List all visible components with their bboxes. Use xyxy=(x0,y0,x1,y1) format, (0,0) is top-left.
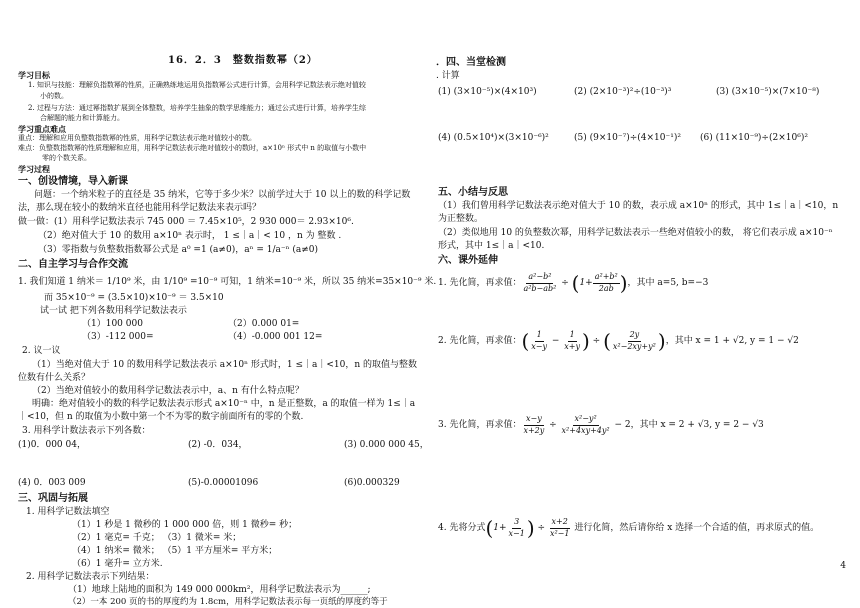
extension-2-fraction-c: $\frac{2y}{\text{x²−2xy+y²}}$ xyxy=(612,330,656,351)
extension-3-condition: − 2，其中 x = 2 + √3, y = 2 − √3 xyxy=(614,420,764,431)
objective-1a: 1. 知识与技能：理解负指数幂的性质，正确熟练地运用负指数幂公式进行计算，会用科学记数法表示绝对值较 xyxy=(28,81,366,89)
extension-2-label: 2. 先化简，再求值： xyxy=(438,336,522,347)
s1-do-2: （2）绝对值大于 10 的数用 a×10ⁿ 表示时， 1 ≤｜a｜< 10 ，n 为 整数 . xyxy=(38,231,342,241)
s3-item-2: 2. 用科学记数法表示下列结果： xyxy=(26,572,155,582)
process-heading: 学习过程 xyxy=(18,164,50,174)
s2-number-4: (4) 0．003 009 xyxy=(18,478,86,488)
s3-fill-3: （4）1 纳米= 微米； （5）1 平方厘米= 平方米； xyxy=(72,546,278,556)
extension-2-fraction-b: $\frac{1}{x+y}$ xyxy=(564,330,580,351)
extension-4-fraction-a: $\frac{3}{x-1}$ xyxy=(508,517,525,538)
extension-4-text: 进行化简，然后请你给 x 选择一个合适的值，再求原式的值。 xyxy=(574,523,820,534)
s2-discuss-c: （2）当绝对值较小的数用科学记数法表示中，a、n 有什么特点呢？ xyxy=(32,386,304,396)
s5-line-1b: 为正整数。 xyxy=(438,214,484,224)
s2-discuss: 2. 议一议 xyxy=(22,346,61,356)
s2-number-3: (3) 0.000 000 45， xyxy=(344,440,429,450)
s3-fill-1: （1）1 秒是 1 微秒的 1 000 000 倍，则 1 微秒= 秒； xyxy=(72,520,298,530)
s3-result-2: （2）一本 200 页的书的厚度约为 1.8cm，用科学记数法表示每一页纸的厚度约等于 xyxy=(68,597,388,607)
s2-discuss-d: 明确：绝对值较小的数的科学记数法表示形式 a×10⁻ⁿ 中，n 是正整数，a 的取值一样为 1≤｜a xyxy=(32,399,416,409)
keypoint-2b: 零的个数关系。 xyxy=(42,154,91,162)
section-1-heading: 一、创设情境，导入新课 xyxy=(18,176,128,187)
s1-do-3: （3）零指数与负整数指数幂公式是 a⁰ =1 (a≠0)，aⁿ = 1/a⁻ⁿ (a≠0) xyxy=(38,245,319,255)
s1-question-1: 问题：一个纳米粒子的直径是 35 纳米，它等于多少米？以前学过大于 10 以上的数的科学记数 xyxy=(34,190,411,200)
section-5-heading: 五、小结与反思 xyxy=(438,187,508,198)
objectives-heading: 学习目标 xyxy=(18,70,50,80)
s2-number-1: (1)0．000 04， xyxy=(18,440,86,450)
s2-try-1: （1）100 000 xyxy=(82,319,143,329)
section-3-heading: 三、巩固与拓展 xyxy=(18,493,88,504)
extension-3-label: 3. 先化简，再求值： xyxy=(438,420,522,431)
calc-4: (4) (0.5×10⁴)×(3×10⁻⁶)² xyxy=(438,133,549,143)
extension-1-condition: ，其中 a=5, b=−3 xyxy=(627,278,709,289)
section-4-heading: ．四、当堂检测 xyxy=(436,57,506,68)
calc-3: (3) (3×10⁻⁵)×(7×10⁻⁸) xyxy=(716,87,820,97)
calc-5: (5) (9×10⁻⁷)÷(4×10⁻¹)² xyxy=(574,133,681,143)
extension-2-condition: ，其中 x = 1 + √2, y = 1 − √2 xyxy=(665,336,799,347)
keypoint-2a: 难点：负整数指数幂的性质理解和应用，用科学记数法表示绝对值较小的数时，a×10ⁿ 形式中 n 的取值与小数中 xyxy=(18,144,367,152)
page-number: 4 xyxy=(840,560,846,571)
s3-item-1: 1. 用科学记数法填空 xyxy=(26,507,110,517)
extension-2-fraction-a: $\frac{1}{x-y}$ xyxy=(531,330,547,351)
s2-item-1: 1. 我们知道 1 纳米＝ 1/10⁹ 米，由 1/10⁹ =10⁻⁹ 可知，1 纳米=10⁻⁹ 米，所以 35 纳米=35×10⁻⁹ 米. xyxy=(18,277,437,287)
extension-1: 1. 先化简，再求值： $\frac{\text{a²−b²}}{\text{a²b−ab²}}$ ÷ ( 1+ $\frac{\text{a²+b²}}{2ab}$ ) ，其中 a=5, b=−3 xyxy=(438,271,709,295)
s2-try: 试一试 把下列各数用科学记数法表示 xyxy=(40,306,187,316)
s4-subheading: . 计算 xyxy=(436,71,460,81)
s2-discuss-a: （1）当绝对值大于 10 的数用科学记数法表示 a×10ⁿ 形式时，1 ≤｜a｜<10，n 的取值与整数 xyxy=(32,360,418,370)
keypoint-1: 重点：理解和应用负整数指数幂的性质，用科学记数法表示绝对值较小的数。 xyxy=(18,134,256,142)
s1-do-1: 做一做：(1）用科学记数法表示 745 000 ＝ 7.45×10⁵，2 930 000＝ 2.93×10⁶. xyxy=(18,217,354,227)
extension-2: 2. 先化简，再求值： ( $\frac{1}{x-y}$ − $\frac{1}{x+y}$ ) ÷ ( $\frac{2y}{\text{x²−2xy+y²}}$ ) ，其中 x = 1 + √2, y = 1 − √2 xyxy=(438,329,799,353)
calc-6: (6) (11×10⁻⁹)÷(2×10⁶)² xyxy=(700,133,808,143)
section-2-heading: 二、自主学习与合作交流 xyxy=(18,259,128,270)
s2-number-2: (2) -0．034， xyxy=(188,440,248,450)
s3-fill-4: （6）1 毫升= 立方米. xyxy=(72,559,163,569)
calc-1: (1) (3×10⁻⁵)×(4×10³) xyxy=(438,87,537,97)
s3-fill-2: （2）1 毫克= 千克； （3）1 微米= 米； xyxy=(72,533,242,543)
s2-try-2: （2）0.000 01= xyxy=(228,319,300,329)
s3-result-1: （1）地球上陆地的面积为 149 000 000km²，用科学记数法表示为______; xyxy=(68,585,371,595)
s2-discuss-e: ｜<10，但 n 的取值为小数中第一个不为零的数字前面所有的零的个数. xyxy=(18,412,304,422)
extension-4-fraction-b: $\frac{x+2}{\text{x²−1}}$ xyxy=(549,517,570,538)
section-6-heading: 六、课外延伸 xyxy=(438,255,498,266)
s2-discuss-b: 位数有什么关系？ xyxy=(18,373,91,383)
objective-2b: 合解题的能力和计算能力。 xyxy=(40,114,124,122)
s2-try-3: （3）-112 000= xyxy=(82,332,154,342)
objective-2a: 2. 过程与方法：通过幂指数扩展到全体整数，培养学生抽象的数学思维能力；通过公式进行计算，培养学生综 xyxy=(28,104,366,112)
calc-2: (2) (2×10⁻³)²÷(10⁻³)³ xyxy=(574,87,672,97)
s5-line-2a: （2）类似地用 10 的负整数次幂，用科学记数法表示一些绝对值较小的数， 将它们表示成 a×10⁻ⁿ xyxy=(438,228,833,238)
extension-4-label: 4. 先将分式 xyxy=(438,523,486,534)
s5-line-1a: （1）我们曾用科学记数法表示绝对值大于 10 的数，表示成 a×10ⁿ 的形式，其中 1≤｜a｜<10，n xyxy=(438,201,839,211)
extension-1-fraction-b: $\frac{\text{a²+b²}}{2ab}$ xyxy=(594,272,618,293)
extension-3-fraction-a: $\frac{x-y}{x+2y}$ xyxy=(523,414,545,435)
objective-1b: 小的数。 xyxy=(40,92,68,100)
extension-1-fraction-a: $\frac{\text{a²−b²}}{\text{a²b−ab²}}$ xyxy=(523,272,557,293)
keypoints-heading: 学习重点难点 xyxy=(18,124,66,134)
s2-item-3: 3. 用科学计数法表示下列各数： xyxy=(22,426,151,436)
s2-try-4: （4）-0.000 001 12= xyxy=(228,332,323,342)
extension-4: 4. 先将分式 ( 1+ $\frac{3}{x-1}$ ) ÷ $\frac{x+2}{\text{x²−1}}$ 进行化简，然后请你给 x 选择一个合适的值，再求原式的值。 xyxy=(438,516,820,540)
s1-question-2: 法，那么现在较小的数纳米直径也能用科学记数法来表示吗？ xyxy=(18,203,262,213)
s2-number-5: (5)-0.00001096 xyxy=(188,478,259,488)
extension-1-label: 1. 先化简，再求值： xyxy=(438,278,522,289)
extension-3: 3. 先化简，再求值： $\frac{x-y}{x+2y}$ ÷ $\frac{\text{x²−y²}}{\text{x²+4xy+4y²}}$ − 2，其中 x = 2 + √3, y = 2 − √3 xyxy=(438,414,764,435)
page-title: 16．2．3 整数指数幂（2） xyxy=(168,55,318,66)
s2-item-1b: 而 35×10⁻⁹ = (3.5×10)×10⁻⁹ ＝ 3.5×10 xyxy=(44,293,224,303)
s2-number-6: (6)0.000329 xyxy=(344,478,400,488)
extension-3-fraction-b: $\frac{\text{x²−y²}}{\text{x²+4xy+4y²}}$ xyxy=(561,414,610,435)
s5-line-2b: 形式，其中 1≤｜a｜<10. xyxy=(438,241,545,251)
